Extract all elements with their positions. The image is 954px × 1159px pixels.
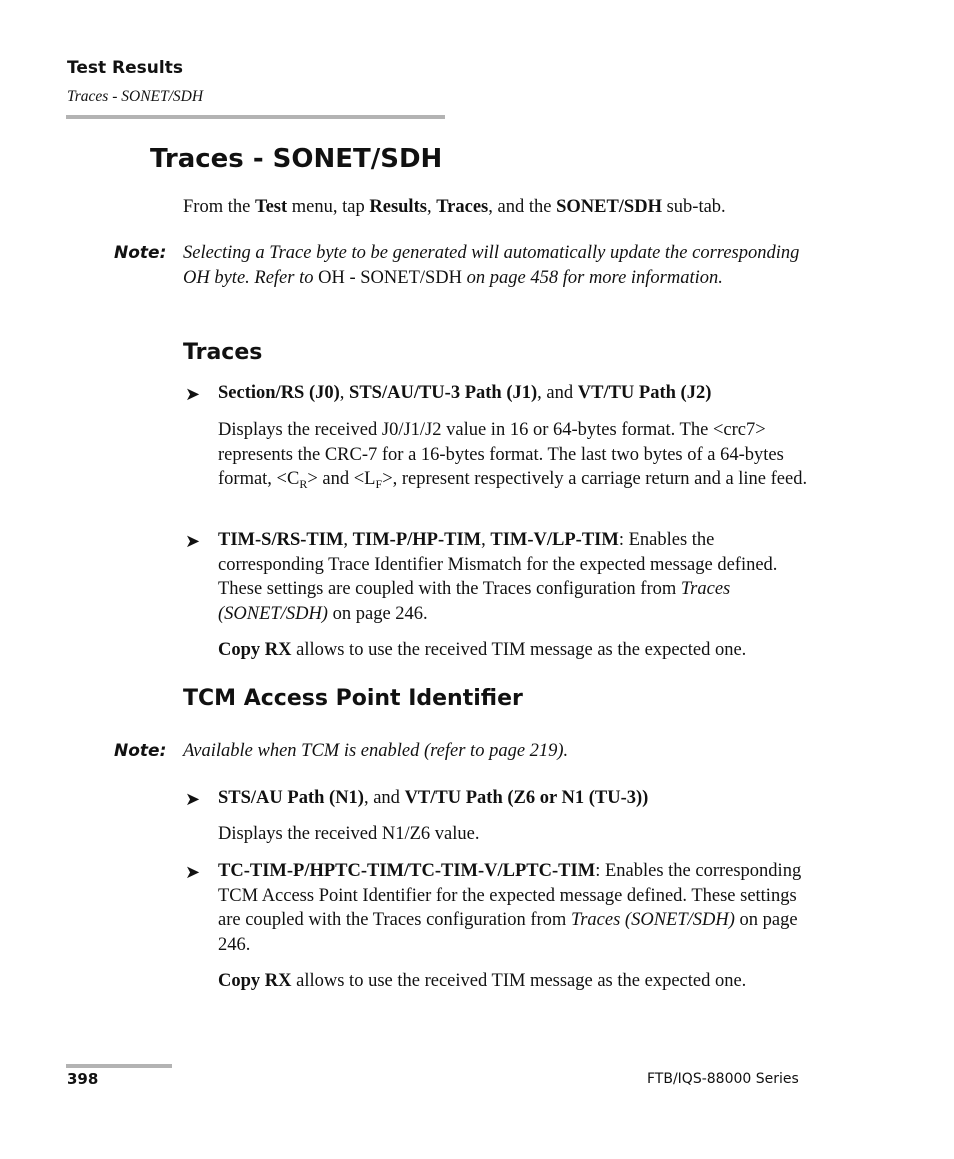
intro-paragraph: From the Test menu, tap Results, Traces, and the SONET/SDH sub-tab. bbox=[183, 197, 726, 217]
copy-rx-paragraph: Copy RX allows to use the received TIM message as the expected one. bbox=[218, 971, 747, 991]
copy-rx-paragraph: Copy RX allows to use the received TIM message as the expected one. bbox=[218, 640, 747, 660]
bullet-arrow-icon: ➤ bbox=[185, 789, 201, 809]
list-item-description: Displays the received N1/Z6 value. bbox=[218, 824, 480, 844]
menu-results: Results bbox=[369, 197, 427, 217]
note-text: Selecting a Trace byte to be generated will automatically update the corresponding OH byte. Refer to OH - SONET/SDH on page 458 for more information. bbox=[183, 243, 800, 288]
note-label: Note: bbox=[114, 741, 167, 761]
note-label: Note: bbox=[114, 243, 167, 263]
running-header-title: Test Results bbox=[67, 58, 183, 78]
header-rule bbox=[66, 115, 445, 119]
footer-rule bbox=[66, 1064, 172, 1068]
list-item-title: STS/AU Path (N1), and VT/TU Path (Z6 or N1 (TU-3)) bbox=[218, 788, 649, 808]
page-number: 398 bbox=[67, 1070, 99, 1088]
cross-reference: Traces (SONET/SDH) bbox=[570, 910, 735, 930]
list-item-description: Displays the received J0/J1/J2 value in 16 or 64-bytes format. The <crc7> represents the CRC-7 for a 16-bytes format. The last two bytes of a 64-bytes format, $<C_R>$ and $<L_F>$, represent respectively a carriage return and a line feed. bbox=[218, 420, 808, 491]
menu-traces: Traces bbox=[436, 197, 489, 217]
list-item-title: Section/RS (J0), STS/AU/TU-3 Path (J1), and VT/TU Path (J2) bbox=[218, 383, 712, 403]
running-header-subtitle: Traces - SONET/SDH bbox=[67, 88, 204, 105]
page-title: Traces - SONET/SDH bbox=[150, 144, 443, 174]
menu-test: Test bbox=[254, 197, 288, 217]
product-series: FTB/IQS-88000 Series bbox=[647, 1071, 799, 1087]
bullet-arrow-icon: ➤ bbox=[185, 384, 201, 404]
list-item-description: TC-TIM-P/HPTC-TIM/TC-TIM-V/LPTC-TIM: Enables the corresponding TCM Access Point Identifier for the expected message defined. These settings are coupled with the Traces configuration from Traces (SONET/SDH) on page 246. bbox=[218, 861, 802, 955]
list-item-description: TIM-S/RS-TIM, TIM-P/HP-TIM, TIM-V/LP-TIM: Enables the corresponding Trace Identifier Mismatch for the expected message defined. These settings are coupled with the Traces configuration from Traces (SONET/SDH) on page 246. bbox=[218, 530, 778, 624]
cross-reference: Traces (SONET/SDH) bbox=[218, 579, 731, 624]
bullet-arrow-icon: ➤ bbox=[185, 531, 201, 551]
note-text: Available when TCM is enabled (refer to page 219). bbox=[183, 741, 569, 761]
section-heading-traces: Traces bbox=[183, 340, 263, 365]
section-heading-tcm: TCM Access Point Identifier bbox=[183, 686, 523, 711]
note-reference: OH - SONET/SDH bbox=[318, 267, 463, 288]
bullet-arrow-icon: ➤ bbox=[185, 862, 201, 882]
tab-sonet-sdh: SONET/SDH bbox=[556, 197, 662, 217]
